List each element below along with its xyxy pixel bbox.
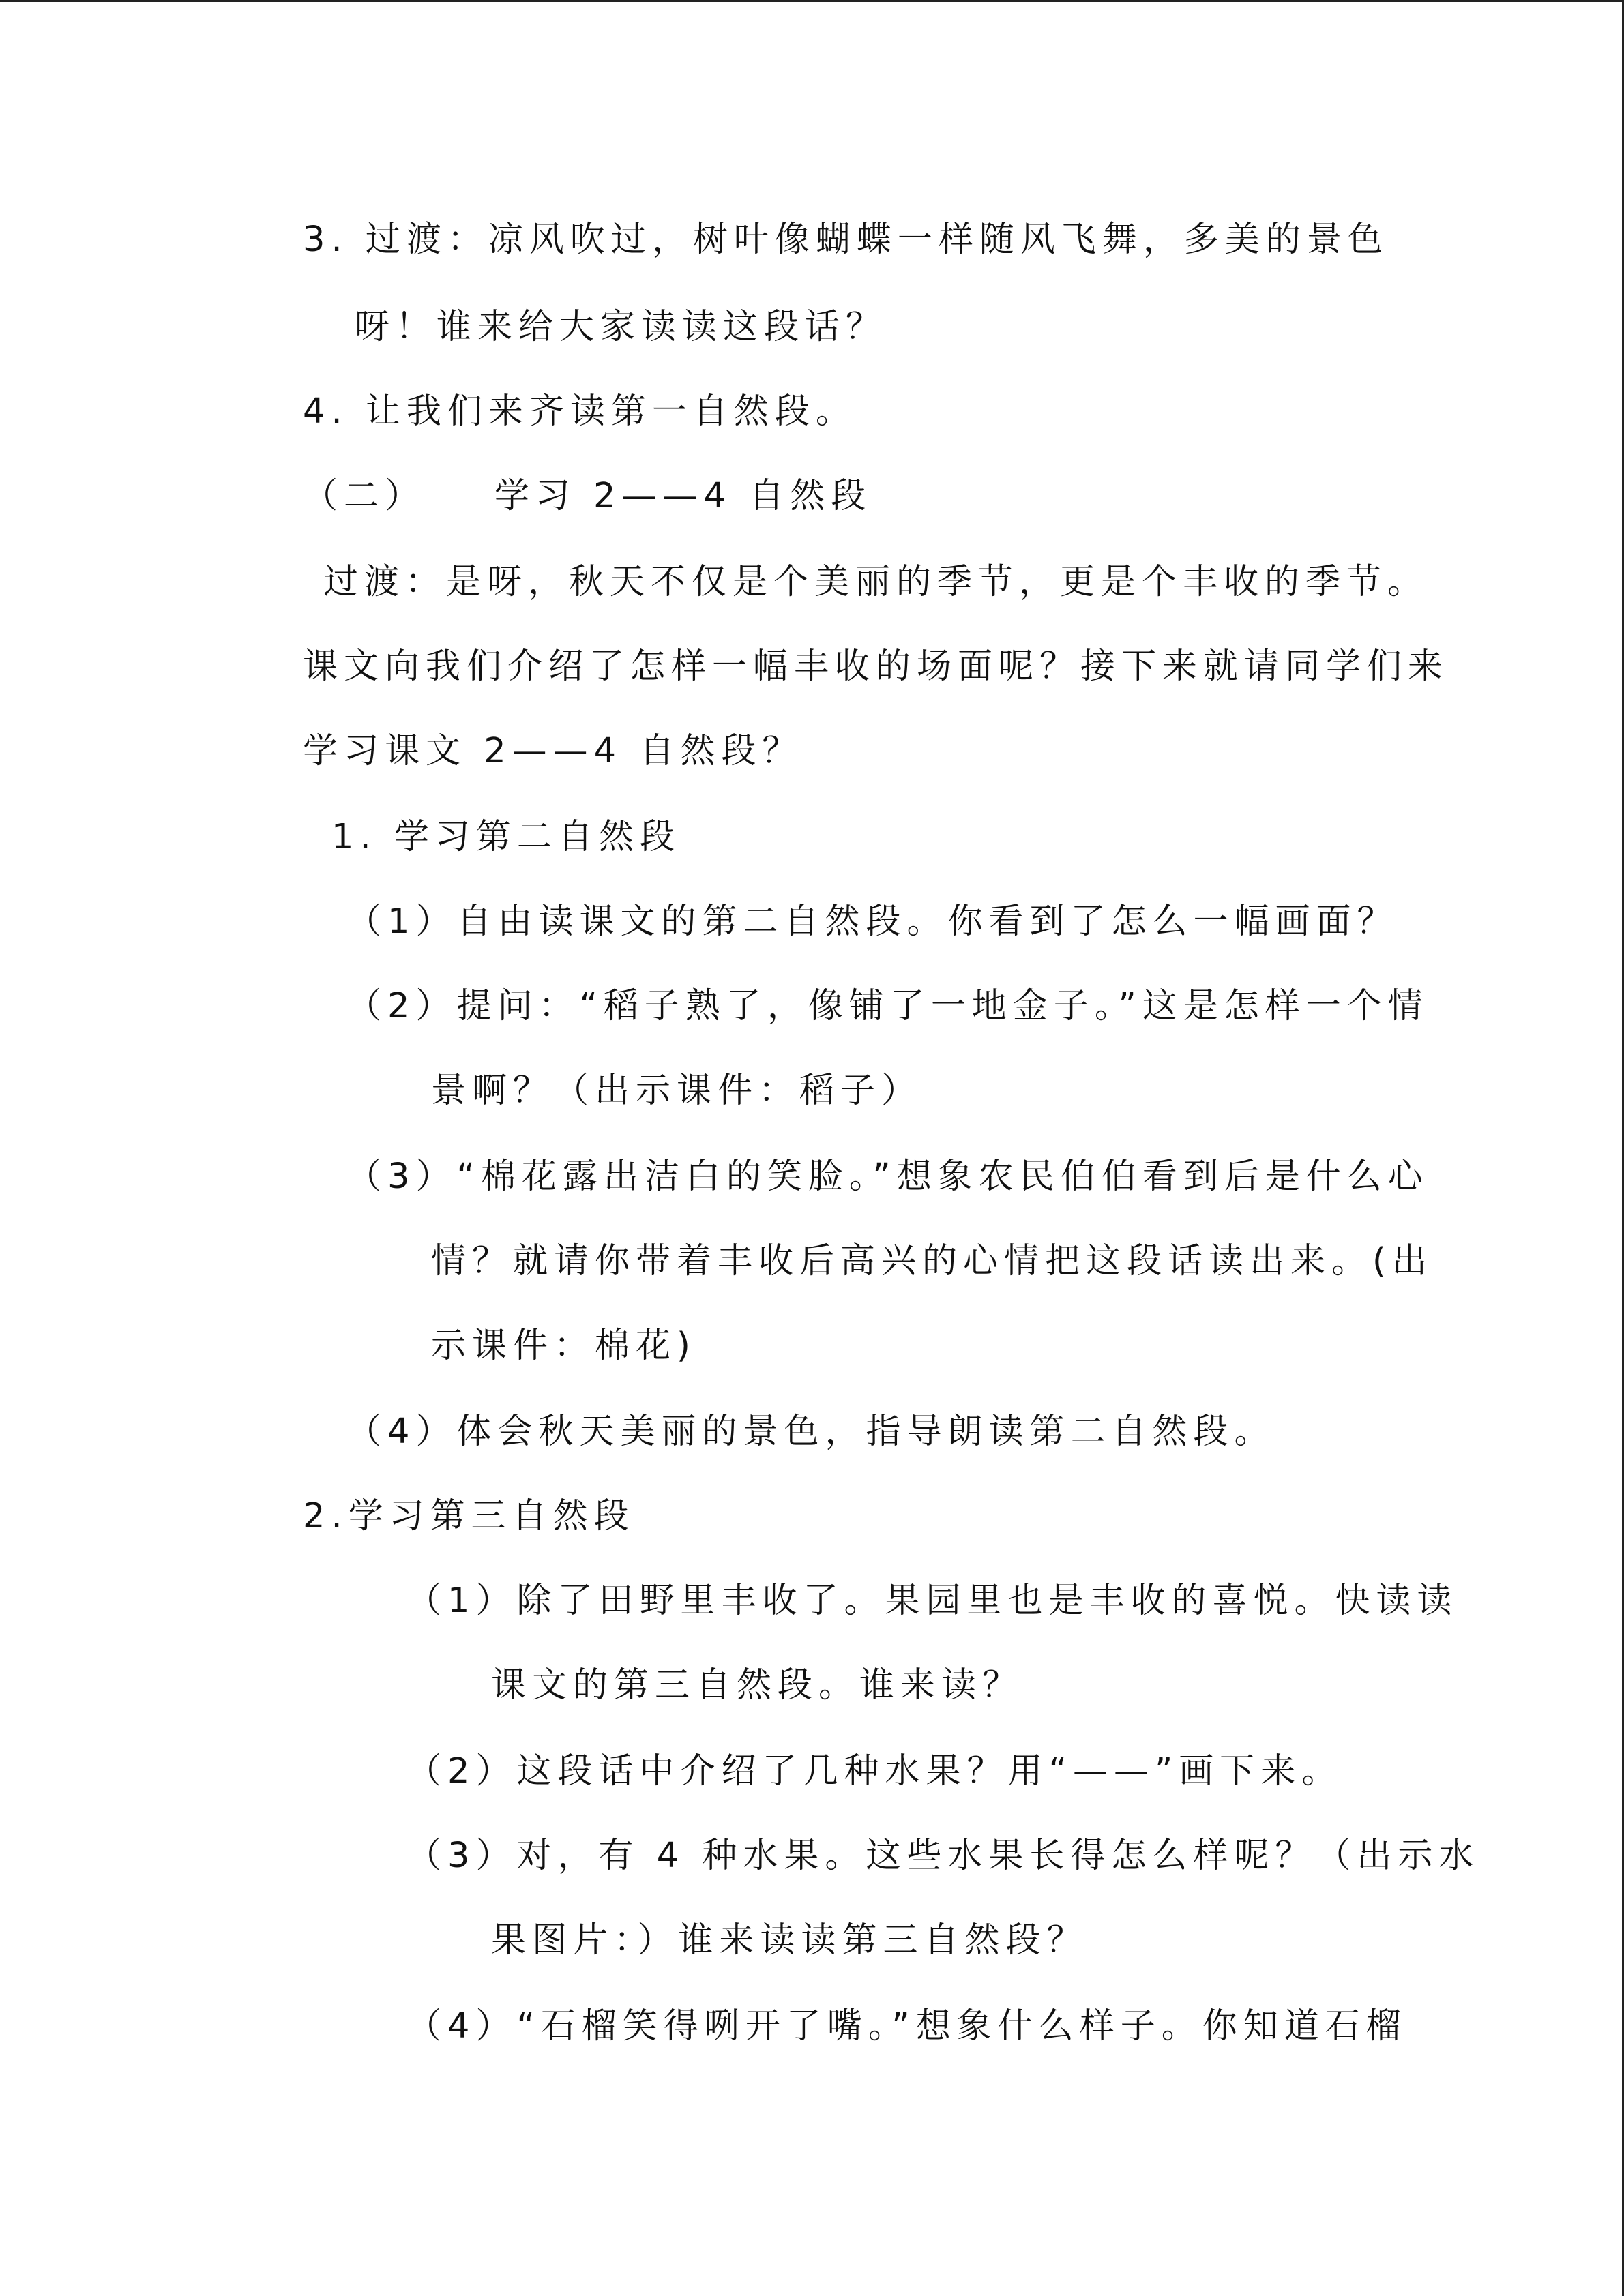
text-line-10: （2）提问：“稻子熟了，像铺了一地金子。”这是怎样一个情: [346, 986, 1429, 1026]
subheading-1: 1. 学习第二自然段: [331, 817, 681, 857]
text-line-19: （2）这段话中介绍了几种水果？用“——”画下来。: [407, 1751, 1343, 1791]
text-line-1: 3. 过渡：凉风吹过，树叶像蝴蝶一样随风飞舞，多美的景色: [303, 220, 1389, 260]
text-line-17: （1）除了田野里丰收了。果园里也是丰收的喜悦。快读读: [407, 1581, 1458, 1621]
text-line-12: （3）“棉花露出洁白的笑脸。”想象农民伯伯看到后是什么心: [346, 1157, 1429, 1197]
text-line-13: 情？就请你带着丰收后高兴的心情把这段话读出来。(出: [431, 1241, 1433, 1281]
text-line-6: 课文向我们介绍了怎样一幅丰收的场面呢？接下来就请同学们来: [303, 646, 1449, 687]
text-line-15: （4）体会秋天美丽的景色，指导朗读第二自然段。: [346, 1412, 1275, 1452]
section-heading: （二） 学习 2——4 自然段: [303, 476, 872, 516]
text-line-9: （1）自由读课文的第二自然段。你看到了怎么一幅画面？: [346, 901, 1398, 942]
text-line-3: 4. 让我们来齐读第一自然段。: [303, 391, 857, 432]
text-line-20: （3）对，有 4 种水果。这些水果长得怎么样呢？（出示水: [407, 1836, 1480, 1876]
text-line-18: 课文的第三自然段。谁来读？: [491, 1665, 1024, 1705]
text-line-21: 果图片：）谁来读读第三自然段？: [491, 1920, 1088, 1960]
text-line-7: 学习课文 2——4 自然段？: [303, 731, 803, 771]
text-line-11: 景啊？（出示课件：稻子）: [431, 1071, 923, 1111]
text-line-5: 过渡：是呀，秋天不仅是个美丽的季节，更是个丰收的季节。: [323, 562, 1429, 602]
text-line-22: （4）“石榴笑得咧开了嘴。”想象什么样子。你知道石榴: [407, 2006, 1407, 2046]
text-line-14: 示课件：棉花): [431, 1326, 696, 1366]
text-line-2: 呀！谁来给大家读读这段话？: [355, 307, 887, 347]
subheading-2: 2.学习第三自然段: [303, 1496, 635, 1536]
